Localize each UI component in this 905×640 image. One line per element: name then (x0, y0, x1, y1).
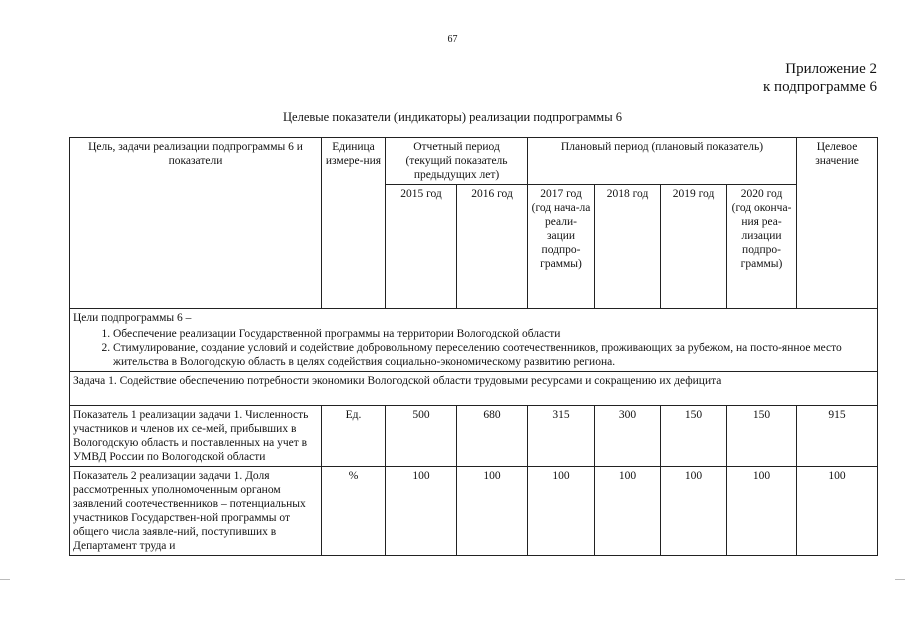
indicator-2-value: 100 (457, 467, 528, 556)
indicator-1-value: 315 (528, 406, 595, 467)
indicator-1-target: 915 (797, 406, 878, 467)
indicator-2-name: Показатель 2 реализации задачи 1. Доля рассмотренных уполномоченным органом заявлений соотечественников – потенциальных участников Государствен-ной программы от общего числа заявле-ний, поступивших в Департамент труда и (70, 467, 322, 556)
header-goal-cell: Цель, задачи реализации подпрограммы 6 и показатели (70, 138, 322, 309)
header-report-period: Отчетный период (текущий показатель предыдущих лет) (386, 138, 528, 185)
year-2019: 2019 год (661, 185, 727, 309)
header-row-1 (70, 138, 878, 185)
page-number: 67 (447, 34, 458, 45)
indicator-2-value: 100 (528, 467, 595, 556)
appendix-line-1: Приложение 2 (785, 61, 877, 77)
page-edge-mark-right (895, 579, 905, 581)
indicator-2-value: 100 (727, 467, 797, 556)
indicator-2-unit: % (322, 467, 386, 556)
indicator-row-1 (70, 406, 878, 467)
task-row (70, 372, 878, 406)
indicator-1-value: 500 (386, 406, 457, 467)
indicator-1-value: 150 (661, 406, 727, 467)
indicators-table (69, 137, 878, 556)
table-title: Целевые показатели (индикаторы) реализации подпрограммы 6 (283, 110, 622, 124)
year-2018: 2018 год (595, 185, 661, 309)
header-target-cell: Целевое значение (797, 138, 878, 309)
indicator-2-value: 100 (661, 467, 727, 556)
header-unit-cell: Единица измере-ния (322, 138, 386, 309)
header-plan-period: Плановый период (плановый показатель) (528, 138, 797, 185)
indicator-1-value: 150 (727, 406, 797, 467)
goals-title: Цели подпрограммы 6 – (73, 312, 192, 324)
indicator-1-unit: Ед. (322, 406, 386, 467)
year-2017: 2017 год (год нача-ла реали-зации подпро-граммы) (528, 185, 595, 309)
appendix-label (763, 60, 877, 96)
appendix-line-2: к подпрограмме 6 (763, 79, 877, 95)
year-2015: 2015 год (386, 185, 457, 309)
goal-item-2: 2. Стимулирование, создание условий и содействие добровольному переселению соотечественников, проживающих за рубежом, на посто-янное место жительства в Вологодскую область в целях содействия социально-экономическому развитию региона. (113, 341, 874, 369)
indicator-1-name: Показатель 1 реализации задачи 1. Численность участников и членов их се-мей, прибывших в Вологодскую область и поставленных на учет в УМВД России по Вологодской области (70, 406, 322, 467)
indicator-2-value: 100 (386, 467, 457, 556)
indicator-2-target: 100 (797, 467, 878, 556)
task-1-cell: Задача 1. Содействие обеспечению потребности экономики Вологодской области трудовыми ресурсами и сокращению их дефицита (70, 372, 878, 406)
indicator-row-2 (70, 467, 878, 556)
year-2020: 2020 год (год оконча-ния реа-лизации подпро-граммы) (727, 185, 797, 309)
indicator-2-value: 100 (595, 467, 661, 556)
goals-row (70, 309, 878, 372)
indicator-1-value: 300 (595, 406, 661, 467)
page-edge-mark-left (0, 579, 10, 581)
indicator-1-value: 680 (457, 406, 528, 467)
goals-cell (70, 309, 878, 372)
goals-list (73, 327, 874, 369)
goal-item-1: 1. Обеспечение реализации Государственной программы на территории Вологодской области (113, 327, 874, 341)
year-2016: 2016 год (457, 185, 528, 309)
